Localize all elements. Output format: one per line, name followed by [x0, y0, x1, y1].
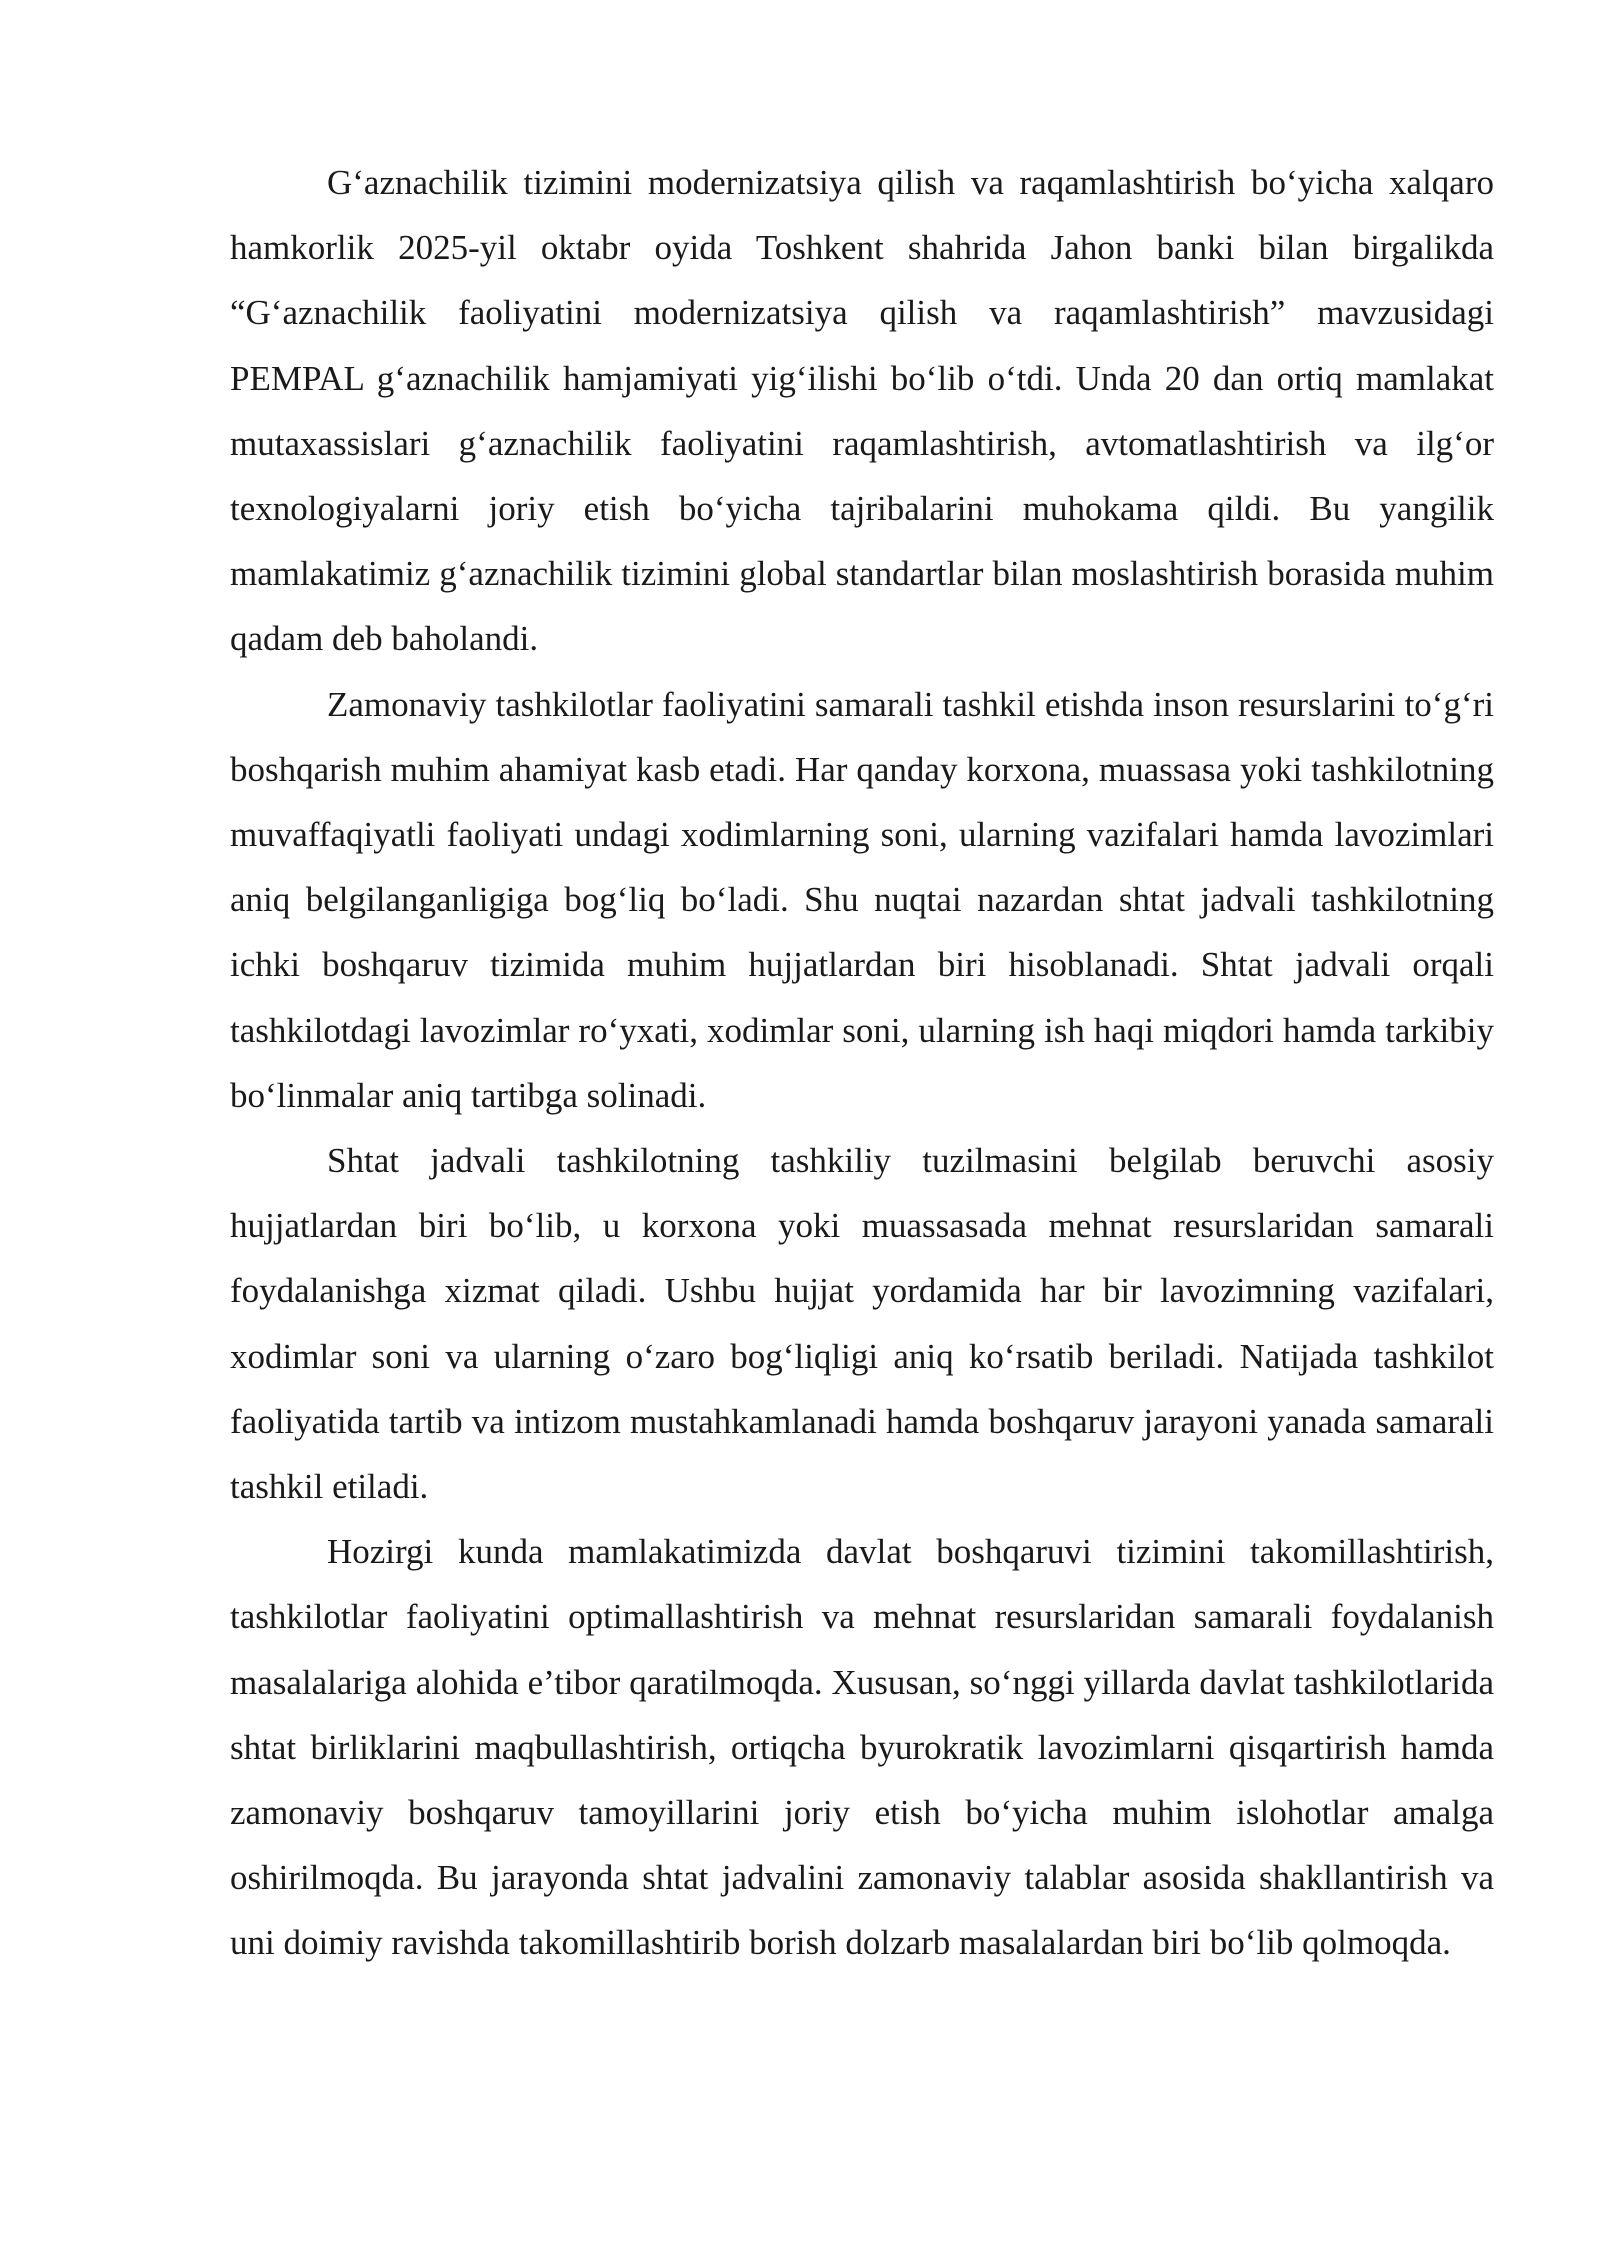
document-body: [230, 150, 1494, 1976]
paragraph-1: G‘aznachilik tizimini modernizatsiya qilish va raqamlashtirish bo‘yicha xalqaro hamkorlik 2025-yil oktabr oyida Toshkent shahrida Jahon banki bilan birgalikda “G‘aznachilik faoliyatini modernizatsiya qilish va raqamlashtirish” mavzusidagi PEMPAL g‘aznachilik hamjamiyati yig‘ilishi bo‘lib o‘tdi. Unda 20 dan ortiq mamlakat mutaxassislari g‘aznachilik faoliyatini raqamlashtirish, avtomatlashtirish va ilg‘or texnologiyalarni joriy etish bo‘yicha tajribalarini muhokama qildi. Bu yangilik mamlakatimiz g‘aznachilik tizimini global standartlar bilan moslashtirish borasida muhim qadam deb baholandi.: [230, 163, 1494, 659]
paragraph-4: Hozirgi kunda mamlakatimizda davlat boshqaruvi tizimini takomillashtirish, tashkilotlar faoliyatini optimallashtirish va mehnat resurslaridan samarali foydalanish masalalariga alohida e’tibor qaratilmoqda. Xususan, so‘nggi yillarda davlat tashkilotlarida shtat birliklarini maqbullashtirish, ortiqcha byurokratik lavozimlarni qisqartirish hamda zamonaviy boshqaruv tamoyillarini joriy etish bo‘yicha muhim islohotlar amalga oshirilmoqda. Bu jarayonda shtat jadvalini zamonaviy talablar asosida shakllantirish va uni doimiy ravishda takomillashtirib borish dolzarb masalalardan biri bo‘lib qolmoqda.: [230, 1532, 1494, 1963]
paragraph-2: Zamonaviy tashkilotlar faoliyatini samarali tashkil etishda inson resurslarini to‘g‘ri boshqarish muhim ahamiyat kasb etadi. Har qanday korxona, muassasa yoki tashkilotning muvaffaqiyatli faoliyati undagi xodimlarning soni, ularning vazifalari hamda lavozimlari aniq belgilanganligiga bog‘liq bo‘ladi. Shu nuqtai nazardan shtat jadvali tashkilotning ichki boshqaruv tizimida muhim hujjatlardan biri hisoblanadi. Shtat jadvali orqali tashkilotdagi lavozimlar ro‘yxati, xodimlar soni, ularning ish haqi miqdori hamda tarkibiy bo‘linmalar aniq tartibga solinadi.: [230, 684, 1494, 1115]
paragraph-3: Shtat jadvali tashkilotning tashkiliy tuzilmasini belgilab beruvchi asosiy hujjatlardan biri bo‘lib, u korxona yoki muassasada mehnat resurslaridan samarali foydalanishga xizmat qiladi. Ushbu hujjat yordamida har bir lavozimning vazifalari, xodimlar soni va ularning o‘zaro bog‘liqligi aniq ko‘rsatib beriladi. Natijada tashkilot faoliyatida tartib va intizom mustahkamlanadi hamda boshqaruv jarayoni yanada samarali tashkil etiladi.: [230, 1141, 1494, 1507]
